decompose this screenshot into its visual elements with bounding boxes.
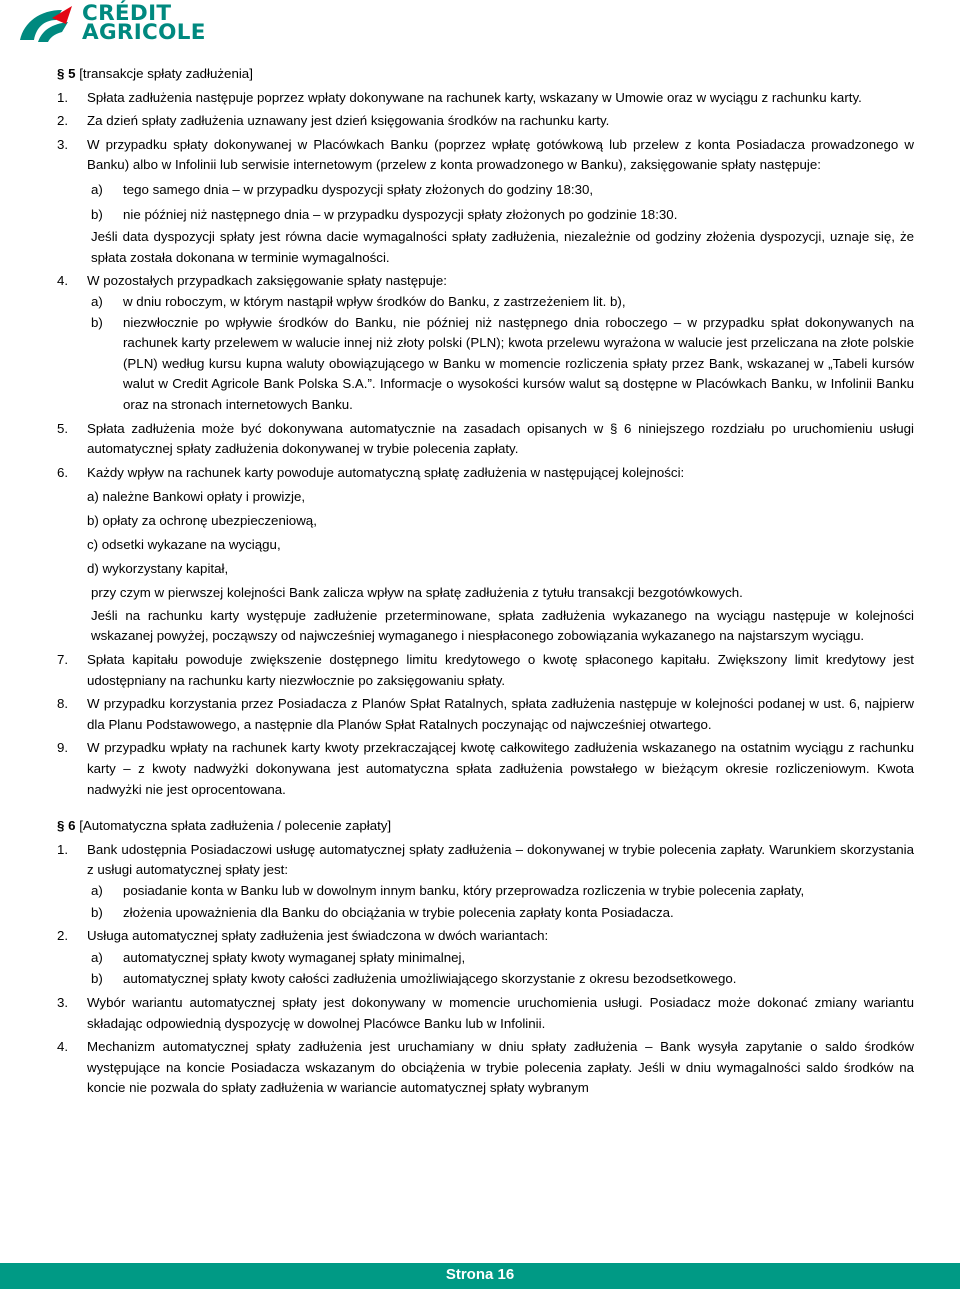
list-item — [57, 993, 914, 1034]
sub-item-text: automatycznej spłaty kwoty całości zadłużenia umożliwiającego skorzystanie z okresu bezodsetkowego. — [123, 971, 737, 987]
sub-item-label: a) — [91, 949, 103, 965]
paragraph: Jeśli data dyspozycji spłaty jest równa dacie wymagalności spłaty zadłużenia, niezależnie od godziny złożenia dyspozycji, uznaje się, że spłata została dokonana w terminie wymagalności. — [91, 229, 914, 265]
logo-line-1: CRÉDIT — [82, 1, 172, 26]
item-text: W przypadku wpłaty na rachunek karty kwoty przekraczającej kwotę całkowitego zadłużenia wskazanego na ostatnim wyciągu z rachunku karty – z kwoty nadwyżki dokonywana jest automatyczna spłata zadłużenia powstałego w bieżącym okresie rozliczeniowym. Kwota nadwyżki nie jest oprocentowana. — [87, 740, 914, 797]
paragraph: Jeśli na rachunku karty występuje zadłużenie przeterminowane, spłata zadłużenia wykazanego na wyciągu następuje w kolejności wskazanej powyżej, począwszy od najwcześniej wymaganego i niespłaconego zobowiązania wykazanego na najstarszym wyciągu. — [91, 607, 914, 644]
logo-wordmark — [82, 1, 206, 45]
credit-agricole-logo — [16, 1, 226, 46]
paragraph: przy czym w pierwszej kolejności Bank zalicza wpływ na spłatę zadłużenia z tytułu transakcji bezgotówkowych. — [91, 585, 743, 601]
list-item — [57, 840, 914, 881]
section-title: [Automatyczna spłata zadłużenia / polecenie zapłaty] — [79, 818, 392, 834]
sub-item — [57, 292, 914, 313]
sub-item — [57, 205, 914, 226]
item-text: Usługa automatycznej spłaty zadłużenia jest świadczona w dwóch wariantach: — [87, 928, 549, 944]
sub-item-text: niezwłocznie po wpływie środków do Banku, nie później niż następnego dnia roboczego – w przypadku spłat dokonywanych na rachunek karty przelewem w walucie innej niż złoty polski (PLN); kwota przelewu wyrażona w walucie jest przeliczana na złote polskie (PLN) według kursu kupna waluty obowiązującego w Banku w momencie rozliczenia spłaty przez Bank, wskazanej w „Tabeli kursów walut w Credit Agricole Bank Polska S.A.”. Informacje o wysokości kursów walut są dostępne w Placówkach Banku, w Infolinii Banku oraz na stronach internetowych Banku. — [123, 314, 914, 412]
list-item — [57, 694, 914, 735]
sub-item — [57, 180, 914, 201]
section-6-heading — [57, 816, 914, 837]
list-item — [57, 135, 914, 176]
sub-item: b) opłaty za ochronę ubezpieczeniową, — [87, 513, 317, 529]
page-footer — [0, 1263, 960, 1289]
item-text: W przypadku korzystania przez Posiadacza z Planów Spłat Ratalnych, spłata zadłużenia następuje w kolejności podanej w ust. 6, najpierw dla Planu Podstawowego, a następnie dla Planów Spłat Ratalnych poczynając od najwcześniej otwartego. — [87, 696, 914, 732]
list-item — [57, 738, 914, 800]
sub-item — [57, 969, 914, 990]
item-number: 7. — [57, 652, 69, 668]
section-sign: § 5 — [57, 66, 76, 81]
list-item — [57, 650, 914, 691]
section-sign: § 6 — [57, 818, 76, 834]
item-text: W pozostałych przypadkach zaksięgowanie spłaty następuje: — [87, 273, 447, 289]
item-text: Mechanizm automatycznej spłaty zadłużenia jest uruchamiany w dniu spłaty zadłużenia – Bank wysyła zapytanie o saldo środków występujące na koncie Posiadacza wskazanym do obciążenia w trybie polecenia zapłaty. Jeśli w dniu wymagalności saldo środków na koncie nie pozwala do spłaty zadłużenia w wariancie automatycznej spłaty wybranym — [87, 1039, 914, 1096]
sub-item-text: w dniu roboczym, w którym nastąpił wpływ środków do Banku, z zastrzeżeniem lit. b), — [123, 293, 626, 309]
item-number: 1. — [57, 89, 69, 105]
logo-line-2: AGRICOLE — [82, 20, 206, 45]
sub-item-label: a) — [91, 883, 103, 898]
item-text: W przypadku spłaty dokonywanej w Placówkach Banku (poprzez wpłatę gotówkową lub przelew z konta Posiadacza prowadzonego w Banku) albo w Infolinii lub serwisie internetowym (przelew z konta prowadzonego w Banku), zaksięgowanie spłaty następuje: — [87, 136, 914, 173]
item-number: 6. — [57, 464, 69, 480]
sub-item-label: b) — [91, 904, 103, 920]
item-number: 1. — [57, 841, 69, 857]
sub-item-text: nie później niż następnego dnia – w przypadku dyspozycji spłaty złożonych po godzinie 18:30. — [123, 206, 678, 222]
item-text: Wybór wariantu automatycznej spłaty jest dokonywany w momencie uruchomienia usługi. Posiadacz może dokonać zmiany wariantu składając odpowiednią dyspozycję w dowolnej Placówce Banku lub w Infolinii. — [87, 994, 914, 1031]
sub-item-text: złożenia upoważnienia dla Banku do obciążania w trybie polecenia zapłaty konta Posiadacza. — [123, 904, 674, 920]
item-number: 4. — [57, 1039, 69, 1055]
sub-item-label: a) — [91, 293, 103, 309]
item-text: Spłata zadłużenia może być dokonywana automatycznie na zasadach opisanych w § 6 niniejszego rozdziału po uruchomieniu usługi automatycznej spłaty zadłużenia dokonywanej w trybie polecenia zapłaty. — [87, 420, 914, 457]
sub-item: a) należne Bankowi opłaty i prowizje, — [87, 489, 306, 505]
section-title: [transakcje spłaty zadłużenia] — [79, 66, 253, 81]
item-text: Za dzień spłaty zadłużenia uznawany jest dzień księgowania środków na rachunku karty. — [87, 113, 610, 129]
list-item — [57, 271, 914, 292]
sub-item — [57, 881, 914, 902]
list-item — [57, 463, 914, 484]
document-body — [57, 64, 914, 1099]
item-number: 2. — [57, 928, 69, 944]
sub-item — [57, 903, 914, 924]
list-item — [57, 88, 914, 109]
sub-item-label: a) — [91, 181, 103, 197]
sub-item-text: tego samego dnia – w przypadku dyspozycji spłaty złożonych do godziny 18:30, — [123, 181, 594, 197]
list-item — [57, 1037, 914, 1099]
item-text: Każdy wpływ na rachunek karty powoduje automatyczną spłatę zadłużenia w następującej kolejności: — [87, 464, 685, 480]
item-text: Spłata kapitału powoduje zwiększenie dostępnego limitu kredytowego o kwotę spłaconego kapitału. Zwiększony limit kredytowy jest udostępniany na rachunku karty niezwłocznie po zaksięgowaniu spłaty. — [87, 652, 914, 688]
sub-item-label: b) — [91, 971, 103, 987]
sub-item: c) odsetki wykazane na wyciągu, — [87, 537, 281, 553]
list-item — [57, 926, 914, 947]
item-number: 4. — [57, 273, 69, 289]
sub-item — [57, 313, 914, 416]
sub-item: d) wykorzystany kapitał, — [87, 561, 229, 577]
sub-item-label: b) — [91, 206, 103, 222]
item-number: 3. — [57, 136, 69, 152]
item-number: 8. — [57, 696, 69, 712]
item-text: Spłata zadłużenia następuje poprzez wpłaty dokonywane na rachunek karty, wskazany w Umowie oraz w wyciągu z rachunku karty. — [87, 89, 862, 105]
sub-item-text: posiadanie konta w Banku lub w dowolnym innym banku, który przeprowadza rozliczenia w trybie polecenia zapłaty, — [123, 883, 805, 898]
page-number: Strona 16 — [445, 1266, 515, 1283]
list-item — [57, 419, 914, 460]
section-5-heading — [57, 64, 914, 85]
logo-emblem-icon — [16, 4, 76, 46]
list-item — [57, 111, 914, 132]
sub-item-label: b) — [91, 314, 103, 330]
item-text: Bank udostępnia Posiadaczowi usługę automatycznej spłaty zadłużenia – dokonywanej w trybie polecenia zapłaty. Warunkiem skorzystania z usługi automatycznej spłaty jest: — [87, 841, 914, 878]
item-number: 5. — [57, 420, 69, 436]
item-number: 2. — [57, 113, 69, 129]
item-number: 9. — [57, 740, 69, 756]
sub-item — [57, 948, 914, 969]
sub-item-text: automatycznej spłaty kwoty wymaganej spłaty minimalnej, — [123, 949, 466, 965]
item-number: 3. — [57, 994, 69, 1010]
